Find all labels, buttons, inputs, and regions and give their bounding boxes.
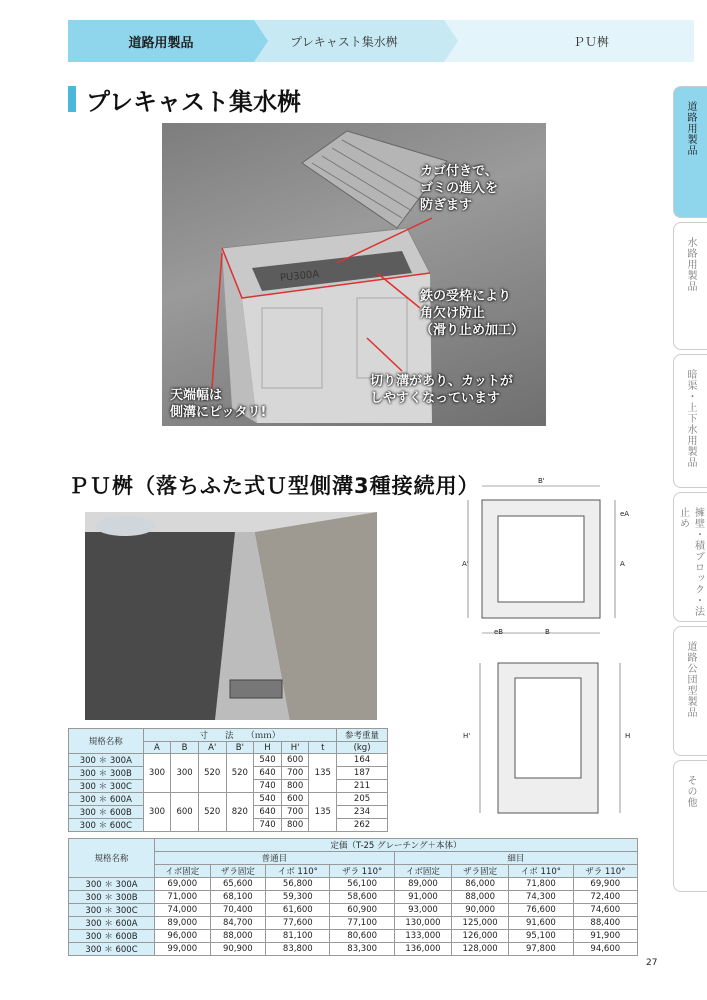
col-header-dims: 寸 法 （ｍｍ） xyxy=(143,729,336,742)
col-header-price-7: ザラ 110° xyxy=(573,865,637,878)
side-tab-road[interactable] xyxy=(673,86,707,218)
cell: 97,800 xyxy=(509,943,573,956)
cell: 94,600 xyxy=(573,943,637,956)
cell: 700 xyxy=(281,767,309,780)
cell: 740 xyxy=(254,780,282,793)
breadcrumb-label-precast: プレキャスト集水桝 xyxy=(290,34,398,49)
table-row xyxy=(69,793,388,806)
breadcrumb-item-pu[interactable] xyxy=(428,20,694,62)
cell: 520 xyxy=(226,754,254,793)
cell: 211 xyxy=(337,780,388,793)
side-tab-culvert[interactable] xyxy=(673,354,707,488)
dim-a: A xyxy=(620,560,625,568)
cell: 740 xyxy=(254,819,282,832)
col-header-t: t xyxy=(309,742,337,754)
breadcrumb-label-road: 道路用製品 xyxy=(128,35,194,51)
cell: 86,000 xyxy=(452,878,509,891)
cell: 125,000 xyxy=(452,917,509,930)
cell: 300 xyxy=(143,754,171,793)
cell: 640 xyxy=(254,767,282,780)
cell: 96,000 xyxy=(155,930,211,943)
table-row xyxy=(69,930,638,943)
row-name: 300 ＊ 300B xyxy=(69,891,155,904)
table-row xyxy=(69,943,638,956)
cell: 800 xyxy=(281,819,309,832)
cell: 133,000 xyxy=(394,930,451,943)
cell: 58,600 xyxy=(330,891,394,904)
cell: 56,100 xyxy=(330,878,394,891)
cell: 56,800 xyxy=(266,878,330,891)
cell: 135 xyxy=(309,793,337,832)
cell: 88,000 xyxy=(210,930,266,943)
callout-iron-frame: 鉄の受枠により 角欠け防止 （滑り止め加工） xyxy=(420,289,525,338)
cell: 600 xyxy=(281,754,309,767)
cell: 99,000 xyxy=(155,943,211,956)
cell: 77,100 xyxy=(330,917,394,930)
breadcrumb-item-precast[interactable] xyxy=(244,20,444,62)
row-name: 300 ＊ 600B xyxy=(69,806,144,819)
section-drawing xyxy=(460,648,635,823)
col-header-price-6: イボ 110° xyxy=(509,865,573,878)
cell: 164 xyxy=(337,754,388,767)
row-name: 300 ＊ 300A xyxy=(69,878,155,891)
cell: 77,600 xyxy=(266,917,330,930)
row-name: 300 ＊ 600A xyxy=(69,793,144,806)
page-title: プレキャスト集水桝 xyxy=(86,88,302,116)
cell: 90,000 xyxy=(452,904,509,917)
cell: 91,000 xyxy=(394,891,451,904)
cell: 520 xyxy=(198,754,226,793)
cell: 89,000 xyxy=(155,917,211,930)
cell: 640 xyxy=(254,806,282,819)
col-header-price-4: イボ固定 xyxy=(394,865,451,878)
col-header-price-0: イボ固定 xyxy=(155,865,211,878)
side-tab-label: 道路用製品 xyxy=(685,101,696,156)
col-header-price-1: ザラ固定 xyxy=(210,865,266,878)
side-tab-other[interactable] xyxy=(673,760,707,892)
side-tab-label: 道路公団型製品 xyxy=(685,641,696,718)
side-tab-label: その他 xyxy=(685,775,696,808)
col-header-fine: 細目 xyxy=(394,852,637,865)
cell: 90,900 xyxy=(210,943,266,956)
cell: 130,000 xyxy=(394,917,451,930)
cell: 600 xyxy=(281,793,309,806)
cell: 61,600 xyxy=(266,904,330,917)
cell: 72,400 xyxy=(573,891,637,904)
cell: 126,000 xyxy=(452,930,509,943)
side-tab-waterway[interactable] xyxy=(673,222,707,350)
row-name: 300 ＊ 300B xyxy=(69,767,144,780)
cell: 65,600 xyxy=(210,878,266,891)
table-row xyxy=(69,754,388,767)
cell: 59,300 xyxy=(266,891,330,904)
table-row xyxy=(69,904,638,917)
cell: 205 xyxy=(337,793,388,806)
row-name: 300 ＊ 300C xyxy=(69,780,144,793)
cell: 74,600 xyxy=(573,904,637,917)
cell: 187 xyxy=(337,767,388,780)
side-tab-retaining[interactable] xyxy=(673,492,707,622)
col-header-b: B xyxy=(171,742,199,754)
row-name: 300 ＊ 600A xyxy=(69,917,155,930)
cell: 91,600 xyxy=(509,917,573,930)
col-header-b-prime: B' xyxy=(226,742,254,754)
cell: 69,900 xyxy=(573,878,637,891)
col-header-price-5: ザラ固定 xyxy=(452,865,509,878)
cell: 74,300 xyxy=(509,891,573,904)
col-header-price-3: ザラ 110° xyxy=(330,865,394,878)
page-number: 27 xyxy=(646,958,658,968)
breadcrumb-arrow xyxy=(254,20,268,62)
col-header-weight: 参考重量 xyxy=(337,729,388,742)
table-row xyxy=(69,917,638,930)
cell: 88,000 xyxy=(452,891,509,904)
cell: 234 xyxy=(337,806,388,819)
row-name: 300 ＊ 600B xyxy=(69,930,155,943)
col-header-h-prime: H' xyxy=(281,742,309,754)
cell: 520 xyxy=(198,793,226,832)
cell: 80,600 xyxy=(330,930,394,943)
col-header-kg: (kg) xyxy=(337,742,388,754)
cell: 135 xyxy=(309,754,337,793)
side-tab-label: 暗渠・上下水用製品 xyxy=(685,369,696,468)
cell: 600 xyxy=(171,793,199,832)
cell: 81,100 xyxy=(266,930,330,943)
cell: 128,000 xyxy=(452,943,509,956)
cell: 95,100 xyxy=(509,930,573,943)
col-header-h: H xyxy=(254,742,282,754)
row-name: 300 ＊ 300A xyxy=(69,754,144,767)
cell: 540 xyxy=(254,793,282,806)
cell: 71,800 xyxy=(509,878,573,891)
dim-b-prime: B' xyxy=(538,477,545,485)
row-name: 300 ＊ 300C xyxy=(69,904,155,917)
product-stamp: PU300A xyxy=(279,268,320,285)
dim-h-prime: H' xyxy=(463,732,471,740)
breadcrumb-label-pu: ＰＵ桝 xyxy=(572,34,609,49)
side-tab-highway[interactable] xyxy=(673,626,707,756)
col-header-a-prime: A' xyxy=(198,742,226,754)
table-row xyxy=(69,891,638,904)
cell: 136,000 xyxy=(394,943,451,956)
breadcrumb-arrow xyxy=(444,20,458,62)
cell: 262 xyxy=(337,819,388,832)
cell: 69,000 xyxy=(155,878,211,891)
dim-a-prime: A' xyxy=(462,560,469,568)
installation-photo-illustration xyxy=(85,512,377,720)
installation-photo xyxy=(85,512,377,720)
cell: 71,000 xyxy=(155,891,211,904)
section-subtitle: ＰＵ桝（落ちふた式Ｕ型側溝3種接続用） xyxy=(68,474,480,498)
side-tab-label: 水路用製品 xyxy=(685,237,696,292)
side-tab-label: 擁壁・積ブロック・法止め xyxy=(677,507,704,617)
col-header-normal: 普通目 xyxy=(155,852,395,865)
table-row xyxy=(69,878,638,891)
cell: 91,900 xyxy=(573,930,637,943)
callout-top-width: 天端幅は 側溝にピッタリ! xyxy=(170,388,267,420)
cell: 300 xyxy=(143,793,171,832)
cell: 800 xyxy=(281,780,309,793)
cell: 68,100 xyxy=(210,891,266,904)
dim-b: B xyxy=(545,628,550,636)
cell: 88,400 xyxy=(573,917,637,930)
row-name: 300 ＊ 600C xyxy=(69,819,144,832)
cell: 76,600 xyxy=(509,904,573,917)
row-name: 300 ＊ 600C xyxy=(69,943,155,956)
cell: 70,400 xyxy=(210,904,266,917)
dim-h: H xyxy=(625,732,631,740)
dimensions-table xyxy=(68,728,388,832)
dim-ea: eA xyxy=(620,510,630,518)
cell: 84,700 xyxy=(210,917,266,930)
cell: 700 xyxy=(281,806,309,819)
cell: 300 xyxy=(171,754,199,793)
col-header-name: 規格名称 xyxy=(69,839,155,878)
cell: 60,900 xyxy=(330,904,394,917)
cell: 89,000 xyxy=(394,878,451,891)
callout-basket: カゴ付きで、 ゴミの進入を 防ぎます xyxy=(420,164,499,213)
cell: 83,300 xyxy=(330,943,394,956)
col-header-name: 規格名称 xyxy=(69,729,144,754)
callout-cut-groove: 切り溝があり、カットが しやすくなっています xyxy=(370,374,513,406)
price-table xyxy=(68,838,638,956)
col-header-price: 定価（T-25 グレーチング＋本体） xyxy=(155,839,638,852)
cell: 93,000 xyxy=(394,904,451,917)
cell: 820 xyxy=(226,793,254,832)
breadcrumb xyxy=(68,20,694,62)
title-accent-bar xyxy=(68,86,76,112)
dim-eb: eB xyxy=(494,628,504,636)
cell: 83,800 xyxy=(266,943,330,956)
col-header-a: A xyxy=(143,742,171,754)
breadcrumb-item-road[interactable] xyxy=(68,20,254,62)
cell: 540 xyxy=(254,754,282,767)
plan-drawing xyxy=(460,478,635,653)
col-header-price-2: イボ 110° xyxy=(266,865,330,878)
cell: 74,000 xyxy=(155,904,211,917)
product-photo-main xyxy=(162,123,546,426)
